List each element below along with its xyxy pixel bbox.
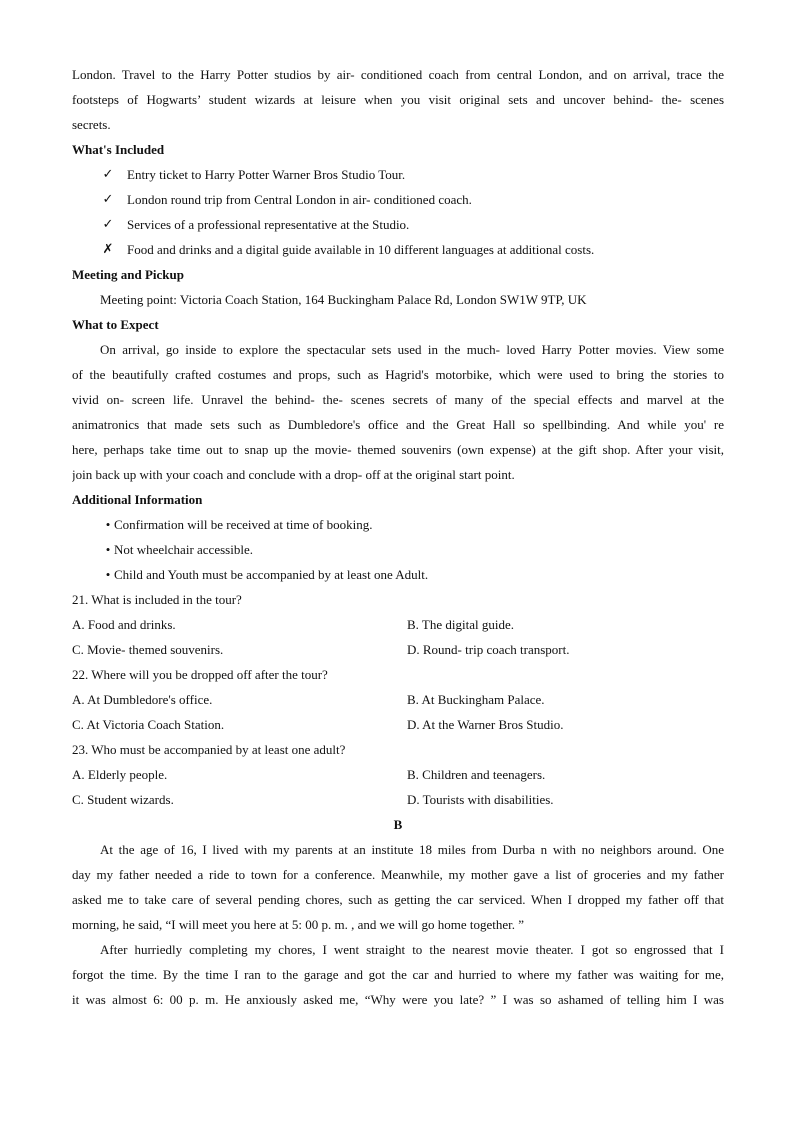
included-item bbox=[72, 212, 724, 237]
additional-item: • Not wheelchair accessible. bbox=[72, 537, 724, 562]
expect-line: animatronics that made sets such as Dumbledore's office and the Great Hall so spellbinding. And while you' re bbox=[72, 417, 724, 432]
cross-icon: ✗ bbox=[102, 242, 114, 257]
section-b-label: B bbox=[393, 817, 403, 832]
bullet-icon: • bbox=[105, 567, 111, 582]
passage-line: day my father needed a ride to town for a conference. Meanwhile, my mother gave a list of groceries and my father bbox=[72, 867, 724, 882]
options-row bbox=[72, 787, 724, 812]
option-b: B. At Buckingham Palace. bbox=[407, 692, 545, 707]
option-a: A. Food and drinks. bbox=[72, 617, 176, 632]
option-c: C. Student wizards. bbox=[72, 792, 174, 807]
included-item bbox=[72, 162, 724, 187]
option-b: B. The digital guide. bbox=[407, 617, 514, 632]
expect-line: vivid on- screen life. Unravel the behind- the- scenes secrets of many of the special effects and marvel at the bbox=[72, 392, 724, 407]
expect-line: join back up with your coach and conclude with a drop- off at the original start point. bbox=[72, 467, 515, 482]
excluded-item-text: Food and drinks and a digital guide available in 10 different languages at additional costs. bbox=[127, 242, 595, 257]
meeting-point-text: Meeting point: Victoria Coach Station, 164 Buckingham Palace Rd, London SW1W 9TP, UK bbox=[100, 292, 587, 307]
option-c: C. Movie- themed souvenirs. bbox=[72, 642, 224, 657]
whats-included-heading: What's Included bbox=[72, 142, 165, 157]
passage-line: asked me to take care of several pending chores, such as getting the car serviced. When I dropped my father off that bbox=[72, 892, 724, 907]
option-d: D. Tourists with disabilities. bbox=[407, 792, 554, 807]
additional-item: • Confirmation will be received at time of booking. bbox=[72, 512, 724, 537]
option-a: A. At Dumbledore's office. bbox=[72, 692, 213, 707]
check-icon: ✓ bbox=[102, 192, 114, 207]
option-a: A. Elderly people. bbox=[72, 767, 168, 782]
passage-line: At the age of 16, I lived with my parents at an institute 18 miles from Durba n with no neighbors around. One bbox=[100, 842, 724, 857]
excluded-item bbox=[72, 237, 724, 262]
check-icon: ✓ bbox=[102, 217, 114, 232]
meeting-heading: Meeting and Pickup bbox=[72, 267, 184, 282]
passage-line: forgot the time. By the time I ran to the garage and got the car and hurried to where my father was waiting for me, bbox=[72, 967, 724, 982]
bullet-icon: • bbox=[105, 517, 111, 532]
included-item-text: Entry ticket to Harry Potter Warner Bros Studio Tour. bbox=[127, 167, 406, 182]
options-row bbox=[72, 687, 724, 712]
bullet-icon: • bbox=[105, 542, 111, 557]
passage-line: it was almost 6: 00 p. m. He anxiously asked me, “Why were you late? ” I was so ashamed of telling him I was bbox=[72, 992, 724, 1007]
question-23: 23. Who must be accompanied by at least one adult? bbox=[72, 742, 346, 757]
check-icon: ✓ bbox=[102, 167, 114, 182]
option-c: C. At Victoria Coach Station. bbox=[72, 717, 225, 732]
option-d: D. Round- trip coach transport. bbox=[407, 642, 570, 657]
expect-line: On arrival, go inside to explore the spectacular sets used in the much- loved Harry Potter movies. View some bbox=[100, 342, 724, 357]
options-row bbox=[72, 762, 724, 787]
additional-info-heading: Additional Information bbox=[72, 492, 203, 507]
question-22: 22. Where will you be dropped off after the tour? bbox=[72, 667, 328, 682]
what-to-expect-heading: What to Expect bbox=[72, 317, 159, 332]
passage-line: morning, he said, “I will meet you here at 5: 00 p. m. , and we will go home together. ” bbox=[72, 917, 525, 932]
intro-line: London. Travel to the Harry Potter studios by air- conditioned coach from central London, and on arrival, trace the bbox=[72, 67, 724, 82]
intro-line: footsteps of Hogwarts’ student wizards at leisure when you visit original sets and uncover behind- the- scenes bbox=[72, 92, 724, 107]
included-item-text: Services of a professional representative at the Studio. bbox=[127, 217, 410, 232]
additional-item: • Child and Youth must be accompanied by at least one Adult. bbox=[72, 562, 724, 587]
expect-line: here, perhaps take time out to snap up the movie- themed souvenirs (own expense) at the gift shop. After your visit, bbox=[72, 442, 724, 457]
option-b: B. Children and teenagers. bbox=[407, 767, 546, 782]
options-row bbox=[72, 612, 724, 637]
options-row bbox=[72, 712, 724, 737]
passage-line: After hurriedly completing my chores, I went straight to the nearest movie theater. I got so engrossed that I bbox=[100, 942, 724, 957]
included-item bbox=[72, 187, 724, 212]
expect-line: of the beautifully crafted costumes and props, such as Hagrid's motorbike, which were used to bring the stories to bbox=[72, 367, 724, 382]
intro-line: secrets. bbox=[72, 117, 111, 132]
option-d: D. At the Warner Bros Studio. bbox=[407, 717, 564, 732]
included-item-text: London round trip from Central London in air- conditioned coach. bbox=[127, 192, 472, 207]
options-row bbox=[72, 637, 724, 662]
question-21: 21. What is included in the tour? bbox=[72, 592, 242, 607]
document-content bbox=[72, 62, 724, 1012]
